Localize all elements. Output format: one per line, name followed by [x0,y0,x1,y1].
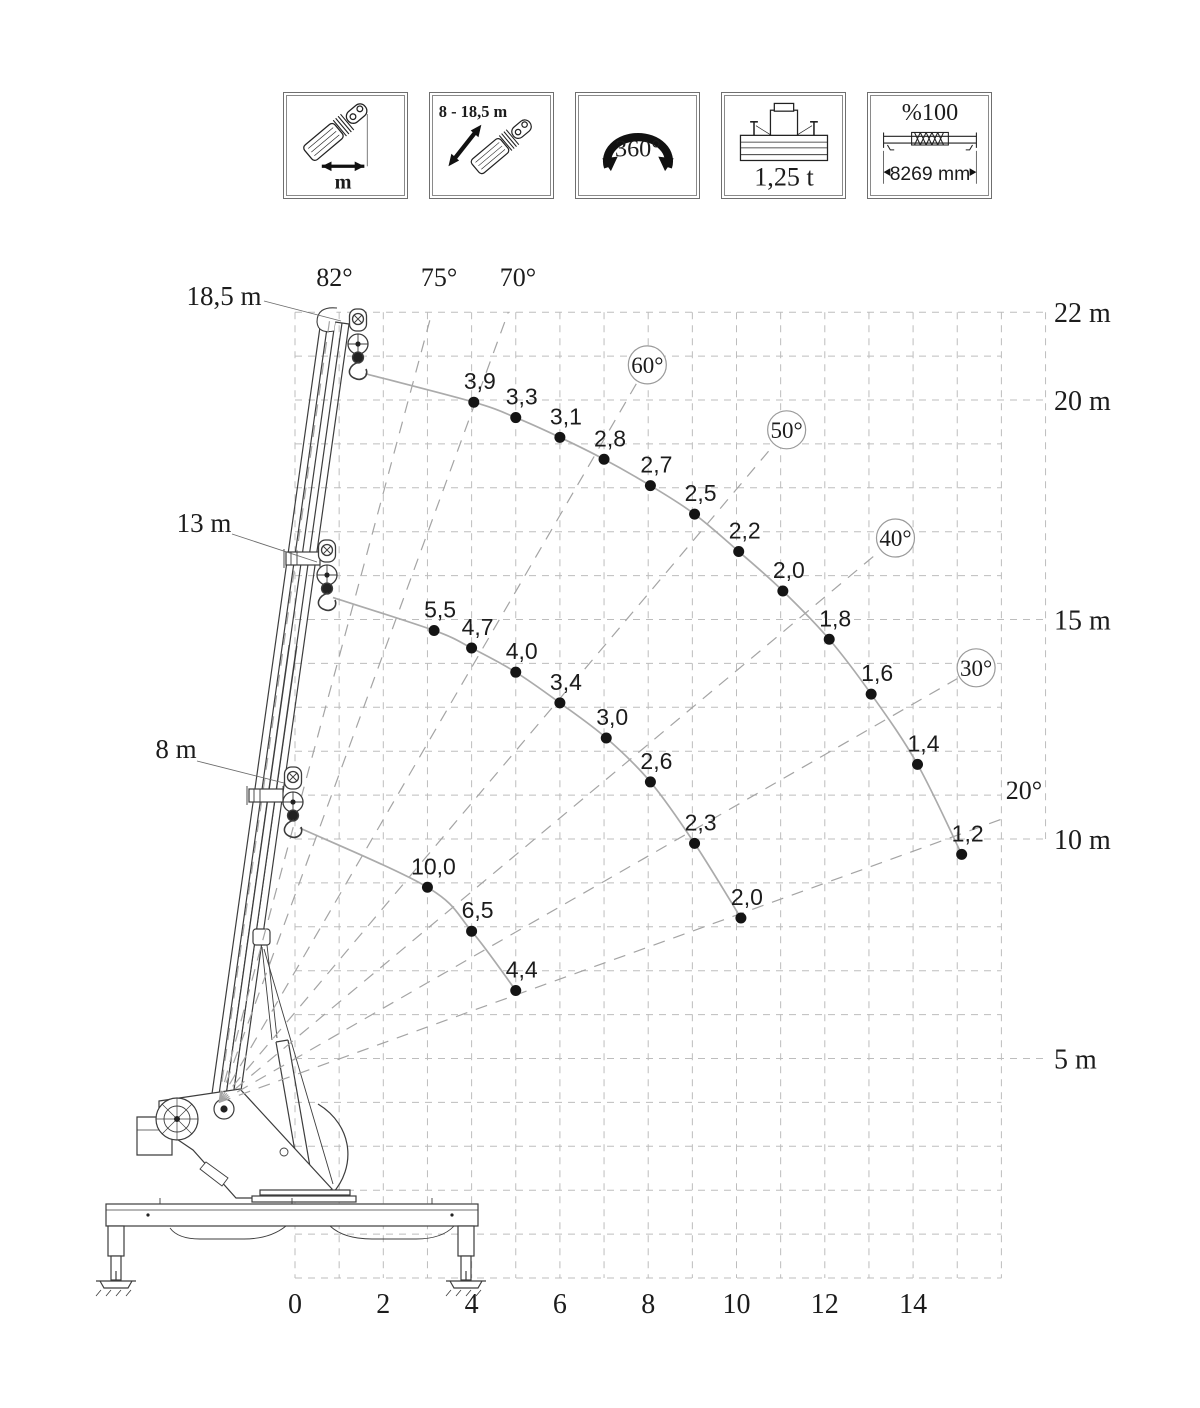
load-point [554,697,565,708]
angle-label: 30° [960,655,993,681]
load-label: 4,0 [505,638,538,665]
boom-length-label: 13 m [176,508,232,538]
angle-lines-layer [219,263,1042,1103]
rect-shape [458,1226,474,1256]
path-shape [96,1290,131,1296]
load-point [554,432,565,443]
load-label: 10,0 [411,853,456,880]
x-tick-label: 4 [464,1289,479,1320]
x-tick-label: 14 [899,1289,928,1320]
boom-length-label: 8 m [155,734,197,764]
load-label: 1,4 [907,730,940,757]
rect-shape [260,1190,350,1195]
angle-label: 60° [631,352,664,378]
load-point [510,985,521,996]
outrigger-span-value: 8269 mm [889,163,971,185]
load-point [422,882,433,893]
height-label: 15 m [1054,605,1111,637]
load-label: 2,2 [728,517,761,544]
hooks [247,309,368,837]
angle-label: 82° [316,262,353,292]
angle-label: 70° [499,262,537,292]
load-label: 4,7 [461,614,494,641]
circle-shape [174,1116,180,1122]
circle-shape [146,1213,149,1216]
x-tick-label: 2 [376,1289,391,1320]
load-point [599,454,610,465]
load-label: 3,4 [549,668,582,695]
load-point [645,776,656,787]
load-label: 2,5 [684,480,717,507]
x-tick-label: 0 [288,1289,302,1320]
load-point [466,926,477,937]
path-shape [446,1271,486,1288]
boom-length-label: 18,5 m [186,281,262,311]
circle-shape [280,1148,288,1156]
load-point [510,667,521,678]
curves-layer [300,368,984,996]
load-label: 1,6 [861,660,894,687]
load-point [601,733,612,744]
load-label: 1,8 [819,605,852,632]
angle-label: 50° [770,417,803,443]
x-tick-label: 8 [641,1289,656,1320]
angle-label: 75° [420,262,458,292]
load-point [866,689,877,700]
path-shape [170,1226,286,1239]
load-label: 3,9 [463,368,496,395]
chassis [106,1198,478,1239]
boom-angle-line [219,552,879,1102]
load-label: 3,3 [505,383,538,410]
load-label: 2,3 [684,809,717,836]
load-label: 4,4 [505,956,538,983]
load-label: 2,7 [640,451,673,478]
boom-angle-line [219,819,1003,1103]
capacity-label: 1,25 t [754,162,814,192]
load-label: 5,5 [424,596,457,623]
load-label: 3,1 [549,403,582,430]
load-point [645,480,656,491]
outreach-unit-label: m [334,171,352,194]
load-point [466,643,477,654]
load-point [912,759,923,770]
load-point [429,625,440,636]
load-point [733,546,744,557]
boom-angle-line [219,679,957,1103]
height-label: 20 m [1054,386,1111,417]
boom-range-label: 8 - 18,5 m [438,101,508,121]
load-point [510,412,521,423]
slewing-label: 360° [615,135,661,163]
boom-head [317,308,337,332]
load-point [735,913,746,924]
circle-shape [220,1105,227,1112]
x-tick-label: 10 [722,1289,751,1320]
outrigger-percent-label: %100 [901,98,959,126]
load-point [468,397,479,408]
load-label: 2,8 [594,425,627,452]
path-shape [96,1271,136,1288]
height-label: 5 m [1054,1044,1097,1076]
hook-18-5m [348,309,368,379]
load-label: 3,0 [596,704,629,731]
rect-shape [108,1226,124,1256]
load-label: 6,5 [461,897,494,924]
hook-13m [317,540,337,610]
load-point [689,838,700,849]
slewing-ring [252,1190,356,1202]
height-label: 10 m [1054,825,1111,856]
angle-label: 40° [879,526,912,552]
rect-shape [252,1196,356,1202]
load-point [956,849,967,860]
load-point [689,509,700,520]
hook-8m [283,767,303,837]
boom [210,308,349,1112]
load-label: 2,0 [730,884,763,911]
path-shape [330,1226,454,1239]
x-tick-label: 12 [810,1289,839,1320]
angle-label: 20° [1005,776,1043,806]
load-point [777,585,788,596]
load-label: 1,2 [951,820,984,847]
turret [137,1089,348,1198]
load-label: 2,0 [772,556,805,583]
rect-shape [253,929,270,945]
x-tick-label: 6 [552,1289,567,1320]
load-point [824,634,835,645]
load-label: 2,6 [640,747,673,774]
rect-shape [106,1204,478,1226]
circle-shape [450,1213,453,1216]
height-label: 22 m [1054,298,1111,330]
